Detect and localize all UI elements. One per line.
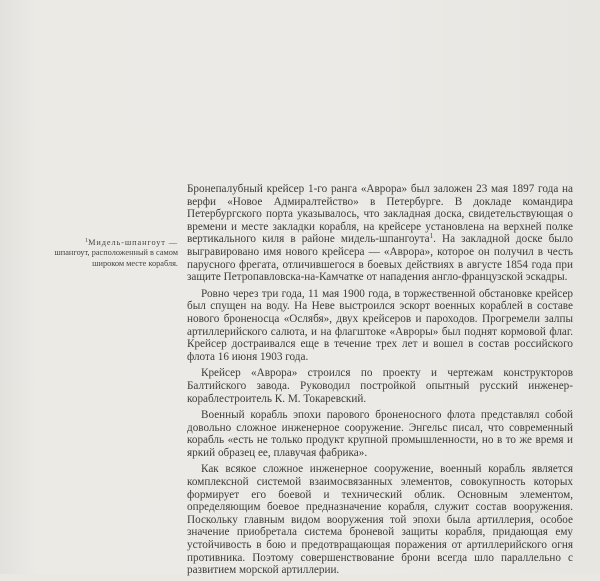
footnote-definition: шпангоут, расположенный в самом широком месте корабля.	[54, 248, 178, 268]
main-text	[187, 183, 573, 581]
footnote-reference: 1	[429, 232, 434, 241]
paragraph-1	[187, 183, 573, 284]
footnote	[52, 238, 178, 269]
paragraph-1-text-a: Бронепалубный крейсер 1-го ранга «Аврора» был заложен 23 мая 1897 года на верфи «Новое Адмиралтейство» в Петербурге. В докладе командира Петербургского порта указывалось, что закладная доска, свидетельствующая о времени и месте закладки корабля, на крейсере установлена на верхней полке вертикального киля в районе мидель-шпангоута	[187, 183, 573, 246]
paragraph-2: Ровно через три года, 11 мая 1900 года, в торжественной обстановке крейсер был спущен на воду. На Неве выстроился эскорт военных кораблей в составе нового броненосца «Ослябя», двух крейсеров и пароходов. Прогремели залпы артиллерийского салюта, и на флагштоке «Авроры» был поднят кормовой флаг. Крейсер достраивался еще в течение трех лет и вошел в состав российского флота 16 июня 1903 года.	[187, 287, 573, 363]
footnote-term: Мидель-шпангоут —	[88, 238, 178, 247]
footnote-marker: 1	[85, 238, 89, 244]
paragraph-4: Военный корабль эпохи парового броненосного флота представлял собой довольно сложное инженерное сооружение. Энгельс писал, что современный корабль «есть не только продукт крупной промышленности, но в то же время и яркий образец ее, плавучая фабрика».	[187, 409, 573, 459]
paragraph-3: Крейсер «Аврора» строился по проекту и чертежам конструкторов Балтийского завода. Руководил постройкой опытный русский инженер-кораблестроитель К. М. Токаревский.	[187, 367, 573, 405]
paragraph-1-text-b: . На закладной доске было выгравировано имя нового крейсера — «Аврора», которое он получил в честь парусного фрегата, отличившегося в боевых действиях в августе 1854 года при защите Петропавловска-на-Камчатке от нападения англо-французской эскадры.	[187, 233, 573, 284]
paragraph-5: Как всякое сложное инженерное сооружение, военный корабль является комплексной системой взаимосвязанных элементов, совокупность которых формирует его боевой и технический облик. Основным элементом, определяющим боевое предназначение корабля, служит состав вооружения. Поскольку главным видом вооружения той эпохи была артиллерия, особое значение приобретала система броневой защиты корабля, придающая ему устойчивость в бою и предотвращающая поражения от артиллерийского огня противника. Поэтому совершенствование брони всегда шло параллельно с развитием морской артиллерии.	[187, 463, 573, 577]
